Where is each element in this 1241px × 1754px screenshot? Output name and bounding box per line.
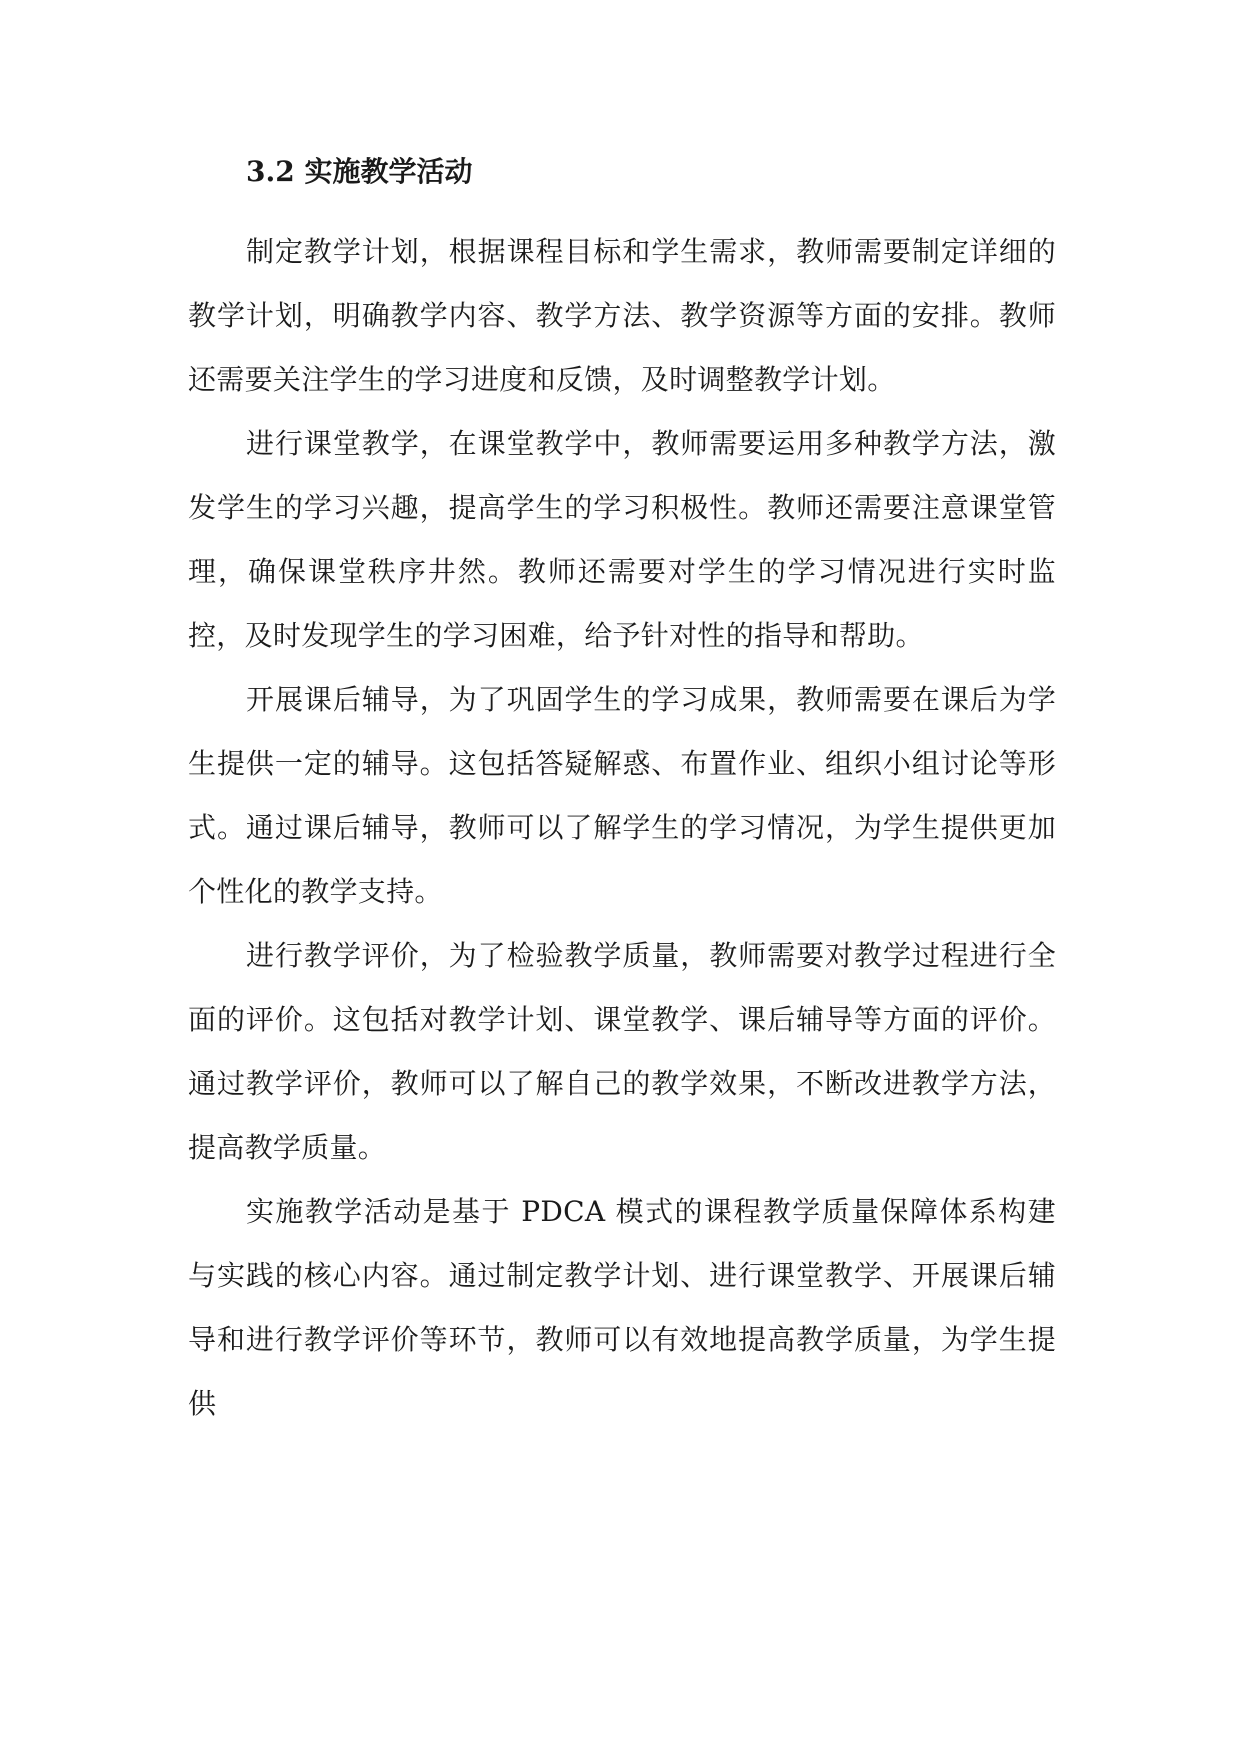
paragraph-classroom-teaching: 进行课堂教学，在课堂教学中，教师需要运用多种教学方法，激发学生的学习兴趣，提高学生的学习积极性。教师还需要注意课堂管理，确保课堂秩序井然。教师还需要对学生的学习情况进行实时监控，及时发现学生的学习困难，给予针对性的指导和帮助。 (188, 427, 1056, 652)
paragraph-teaching-plan: 制定教学计划，根据课程目标和学生需求，教师需要制定详细的教学计划，明确教学内容、教学方法、教学资源等方面的安排。教师还需要关注学生的学习进度和反馈，及时调整教学计划。 (188, 235, 1056, 396)
paragraph-summary: 实施教学活动是基于 PDCA 模式的课程教学质量保障体系构建与实践的核心内容。通过制定教学计划、进行课堂教学、开展课后辅导和进行教学评价等环节，教师可以有效地提高教学质量，为学生提供 (188, 1195, 1056, 1420)
body-text (188, 220, 1056, 1436)
paragraph-teaching-evaluation: 进行教学评价，为了检验教学质量，教师需要对教学过程进行全面的评价。这包括对教学计划、课堂教学、课后辅导等方面的评价。通过教学评价，教师可以了解自己的教学效果，不断改进教学方法，提高教学质量。 (188, 939, 1056, 1164)
section-heading: 3.2 实施教学活动 (246, 155, 473, 188)
paragraph-after-class-tutoring: 开展课后辅导，为了巩固学生的学习成果，教师需要在课后为学生提供一定的辅导。这包括答疑解惑、布置作业、组织小组讨论等形式。通过课后辅导，教师可以了解学生的学习情况，为学生提供更加个性化的教学支持。 (188, 683, 1056, 908)
